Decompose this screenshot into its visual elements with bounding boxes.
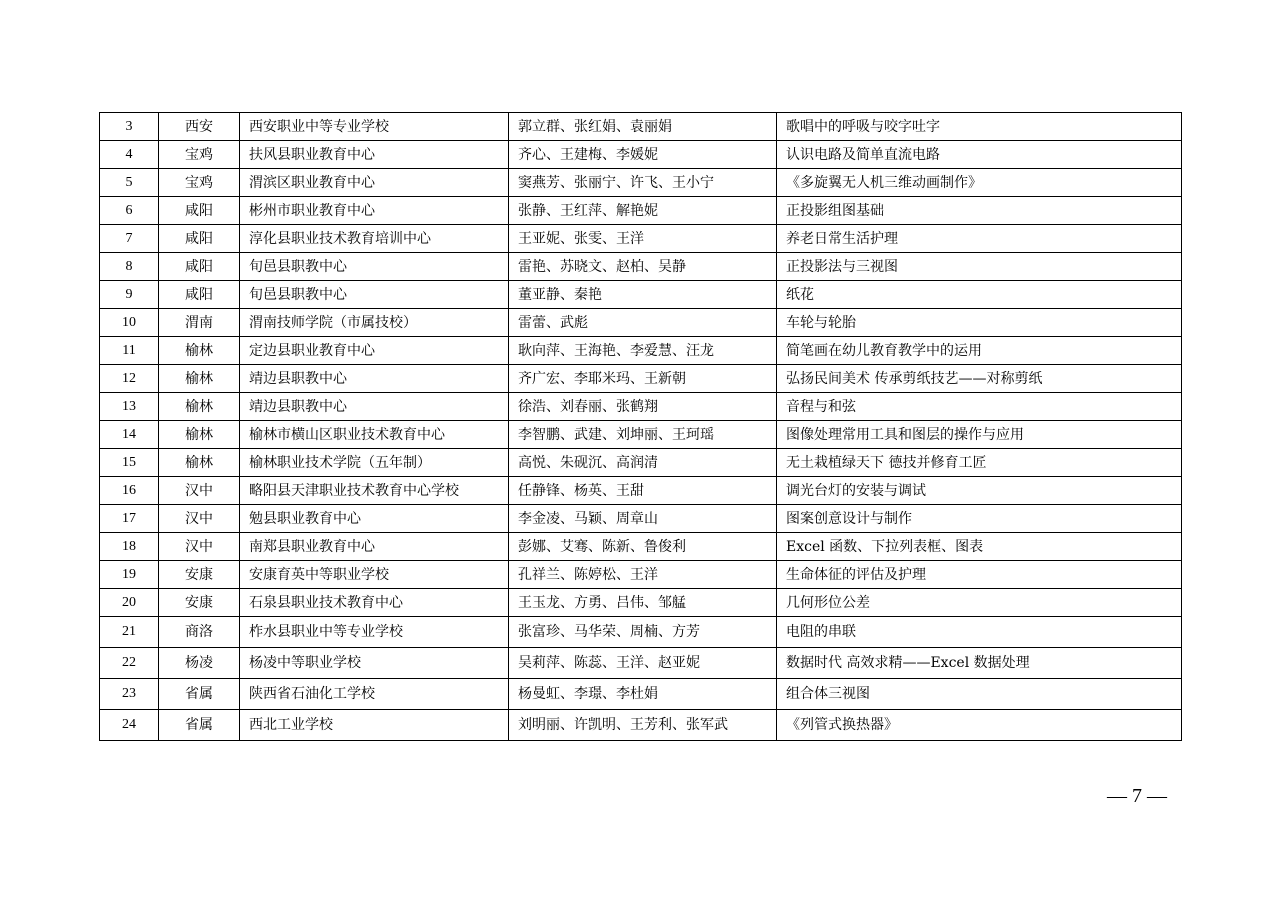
course-title-cell: 《列管式换热器》 <box>777 710 1182 741</box>
table-row <box>100 309 1182 337</box>
city-cell: 榆林 <box>159 393 240 421</box>
city-cell: 安康 <box>159 589 240 617</box>
table-row <box>100 113 1182 141</box>
school-cell: 榆林市横山区职业技术教育中心 <box>240 421 509 449</box>
school-cell: 定边县职业教育中心 <box>240 337 509 365</box>
city-cell: 汉中 <box>159 477 240 505</box>
city-cell: 杨凌 <box>159 648 240 679</box>
school-cell: 略阳县天津职业技术教育中心学校 <box>240 477 509 505</box>
school-cell: 榆林职业技术学院（五年制） <box>240 449 509 477</box>
school-cell: 渭滨区职业教育中心 <box>240 169 509 197</box>
city-cell: 咸阳 <box>159 253 240 281</box>
school-cell: 淳化县职业技术教育培训中心 <box>240 225 509 253</box>
city-cell: 渭南 <box>159 309 240 337</box>
page-number: — 7 — <box>1107 785 1167 807</box>
city-cell: 商洛 <box>159 617 240 648</box>
table-row <box>100 365 1182 393</box>
teachers-cell: 杨曼虹、李璟、李杜娟 <box>509 679 777 710</box>
table-row <box>100 648 1182 679</box>
city-cell: 咸阳 <box>159 225 240 253</box>
table-row <box>100 617 1182 648</box>
teachers-cell: 雷艳、苏晓文、赵柏、吴静 <box>509 253 777 281</box>
city-cell: 宝鸡 <box>159 141 240 169</box>
teachers-cell: 齐心、王建梅、李媛妮 <box>509 141 777 169</box>
table-row <box>100 169 1182 197</box>
row-number-cell: 16 <box>100 477 159 505</box>
course-title-cell: 车轮与轮胎 <box>777 309 1182 337</box>
course-title-cell: 认识电路及简单直流电路 <box>777 141 1182 169</box>
teachers-cell: 王亚妮、张雯、王洋 <box>509 225 777 253</box>
teachers-cell: 彭娜、艾骞、陈新、鲁俊利 <box>509 533 777 561</box>
course-title-cell: 正投影法与三视图 <box>777 253 1182 281</box>
course-title-cell: 生命体征的评估及护理 <box>777 561 1182 589</box>
city-cell: 榆林 <box>159 449 240 477</box>
city-cell: 省属 <box>159 679 240 710</box>
teachers-cell: 雷蕾、武彪 <box>509 309 777 337</box>
row-number-cell: 22 <box>100 648 159 679</box>
city-cell: 宝鸡 <box>159 169 240 197</box>
table-row <box>100 421 1182 449</box>
course-title-cell: 正投影组图基础 <box>777 197 1182 225</box>
row-number-cell: 5 <box>100 169 159 197</box>
table-row <box>100 477 1182 505</box>
course-title-cell: 几何形位公差 <box>777 589 1182 617</box>
school-cell: 杨凌中等职业学校 <box>240 648 509 679</box>
course-title-cell: 调光台灯的安装与调试 <box>777 477 1182 505</box>
awards-table-body <box>100 113 1182 741</box>
table-row <box>100 533 1182 561</box>
teachers-cell: 吴莉萍、陈蕊、王洋、赵亚妮 <box>509 648 777 679</box>
course-title-cell: 纸花 <box>777 281 1182 309</box>
city-cell: 榆林 <box>159 421 240 449</box>
school-cell: 安康育英中等职业学校 <box>240 561 509 589</box>
row-number-cell: 12 <box>100 365 159 393</box>
course-title-cell: 图案创意设计与制作 <box>777 505 1182 533</box>
school-cell: 彬州市职业教育中心 <box>240 197 509 225</box>
course-title-cell: 养老日常生活护理 <box>777 225 1182 253</box>
row-number-cell: 23 <box>100 679 159 710</box>
course-title-cell: 组合体三视图 <box>777 679 1182 710</box>
course-title-cell: 音程与和弦 <box>777 393 1182 421</box>
row-number-cell: 13 <box>100 393 159 421</box>
teachers-cell: 张富珍、马华荣、周楠、方芳 <box>509 617 777 648</box>
row-number-cell: 21 <box>100 617 159 648</box>
table-row <box>100 197 1182 225</box>
table-row <box>100 281 1182 309</box>
school-cell: 靖边县职教中心 <box>240 365 509 393</box>
course-title-cell: 图像处理常用工具和图层的操作与应用 <box>777 421 1182 449</box>
table-row <box>100 393 1182 421</box>
city-cell: 榆林 <box>159 337 240 365</box>
school-cell: 石泉县职业技术教育中心 <box>240 589 509 617</box>
school-cell: 勉县职业教育中心 <box>240 505 509 533</box>
table-row <box>100 141 1182 169</box>
teachers-cell: 徐浩、刘春丽、张鹤翔 <box>509 393 777 421</box>
city-cell: 咸阳 <box>159 197 240 225</box>
course-title-cell: 歌唱中的呼吸与咬字吐字 <box>777 113 1182 141</box>
row-number-cell: 15 <box>100 449 159 477</box>
row-number-cell: 24 <box>100 710 159 741</box>
table-row <box>100 253 1182 281</box>
awards-table <box>99 112 1182 741</box>
teachers-cell: 窦燕芳、张丽宁、许飞、王小宁 <box>509 169 777 197</box>
school-cell: 旬邑县职教中心 <box>240 281 509 309</box>
city-cell: 省属 <box>159 710 240 741</box>
teachers-cell: 孔祥兰、陈婷松、王洋 <box>509 561 777 589</box>
teachers-cell: 张静、王红萍、解艳妮 <box>509 197 777 225</box>
course-title-cell: 弘扬民间美术 传承剪纸技艺——对称剪纸 <box>777 365 1182 393</box>
school-cell: 南郑县职业教育中心 <box>240 533 509 561</box>
row-number-cell: 7 <box>100 225 159 253</box>
course-title-cell: 《多旋翼无人机三维动画制作》 <box>777 169 1182 197</box>
row-number-cell: 19 <box>100 561 159 589</box>
teachers-cell: 李金凌、马颖、周章山 <box>509 505 777 533</box>
row-number-cell: 17 <box>100 505 159 533</box>
row-number-cell: 9 <box>100 281 159 309</box>
course-title-cell: 电阻的串联 <box>777 617 1182 648</box>
school-cell: 靖边县职教中心 <box>240 393 509 421</box>
course-title-cell: 无土栽植绿天下 德技并修育工匠 <box>777 449 1182 477</box>
city-cell: 西安 <box>159 113 240 141</box>
table-row <box>100 561 1182 589</box>
row-number-cell: 3 <box>100 113 159 141</box>
teachers-cell: 王玉龙、方勇、吕伟、邹艋 <box>509 589 777 617</box>
table-row <box>100 225 1182 253</box>
course-title-cell: 简笔画在幼儿教育教学中的运用 <box>777 337 1182 365</box>
school-cell: 西安职业中等专业学校 <box>240 113 509 141</box>
city-cell: 咸阳 <box>159 281 240 309</box>
table-row <box>100 710 1182 741</box>
row-number-cell: 10 <box>100 309 159 337</box>
table-row <box>100 589 1182 617</box>
city-cell: 安康 <box>159 561 240 589</box>
teachers-cell: 任静锋、杨英、王甜 <box>509 477 777 505</box>
school-cell: 陕西省石油化工学校 <box>240 679 509 710</box>
row-number-cell: 14 <box>100 421 159 449</box>
row-number-cell: 11 <box>100 337 159 365</box>
school-cell: 西北工业学校 <box>240 710 509 741</box>
teachers-cell: 齐广宏、李耶米玛、王新朝 <box>509 365 777 393</box>
teachers-cell: 李智鹏、武建、刘坤丽、王珂瑶 <box>509 421 777 449</box>
city-cell: 汉中 <box>159 505 240 533</box>
course-title-cell: 数据时代 高效求精——Excel 数据处理 <box>777 648 1182 679</box>
table-row <box>100 679 1182 710</box>
teachers-cell: 董亚静、秦艳 <box>509 281 777 309</box>
course-title-cell: Excel 函数、下拉列表框、图表 <box>777 533 1182 561</box>
row-number-cell: 6 <box>100 197 159 225</box>
school-cell: 扶风县职业教育中心 <box>240 141 509 169</box>
row-number-cell: 18 <box>100 533 159 561</box>
city-cell: 汉中 <box>159 533 240 561</box>
teachers-cell: 刘明丽、许凯明、王芳利、张军武 <box>509 710 777 741</box>
teachers-cell: 郭立群、张红娟、袁丽娟 <box>509 113 777 141</box>
school-cell: 旬邑县职教中心 <box>240 253 509 281</box>
teachers-cell: 高悦、朱砚沉、高润清 <box>509 449 777 477</box>
teachers-cell: 耿向萍、王海艳、李爱慧、汪龙 <box>509 337 777 365</box>
table-row <box>100 337 1182 365</box>
row-number-cell: 8 <box>100 253 159 281</box>
table-row <box>100 505 1182 533</box>
row-number-cell: 20 <box>100 589 159 617</box>
row-number-cell: 4 <box>100 141 159 169</box>
table-row <box>100 449 1182 477</box>
city-cell: 榆林 <box>159 365 240 393</box>
school-cell: 渭南技师学院（市属技校） <box>240 309 509 337</box>
school-cell: 柞水县职业中等专业学校 <box>240 617 509 648</box>
